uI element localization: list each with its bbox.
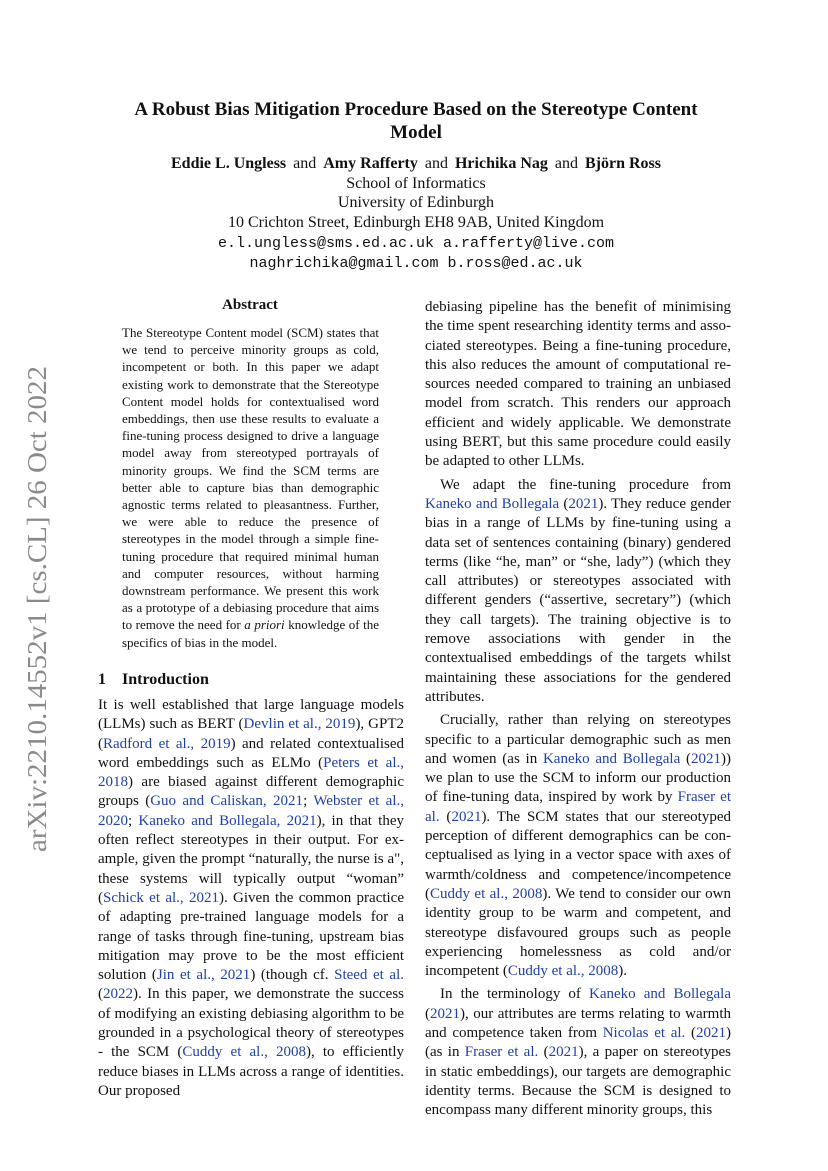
author-emails: e.l.ungless@sms.ed.ac.uk a.rafferty@live.com <box>217 235 615 252</box>
abstract-text: The Stereotype Content model (SCM) states that we tend to perceive minority groups as cold, incompetent or both. In this paper we adapt existing work to demonstrate that the Stereotype Content model holds for contextualised word embeddings, then use these results to evaluate a fine-tuning process designed to drive a language model away from stereotyped portrayals of minority groups. We find the SCM terms are better able to capture bias than demographic agnostic terms related to pleasantness. Further, we were able to reduce the presence of stereotypes in the model through a simple fine-tuning procedure that required minimal human and computer resources, without harming downstream performance. We present this work as a prototype of a debiasing procedure that aims to remove the need for <box>122 325 379 633</box>
text: ). Given the common practice of adapting pre-trained language models for a range of tasks through fine-tuning, upstream bias mitigation may prove to be the most efficient solution ( <box>98 889 404 984</box>
text: ) are biased against different demographic groups ( <box>98 774 404 810</box>
citation-link[interactable]: 2021 <box>548 1044 579 1061</box>
text: ( <box>559 495 569 512</box>
text: ). The SCM states that our stereotyped perception of different demographics can be conceptualised as lying in a vector space with axes of warmth/coldness and competence/incompetence ( <box>425 808 731 902</box>
text: ), a paper on stereotypes in static embeddings), our targets are demographic identity terms. Because the SCM is designed to encompass many different minority groups, this <box>425 1044 731 1119</box>
text: ). They reduce gender bias in a range of LLMs by fine-tuning using a data set of sentences containing (binary) gendered terms (like “he, man” or “she, lady”) (which they call attributes) or stereotypes associated with different genders (“assertive, secretary”) (which they call targets). The training objective is to remove associations with gender in the contextualised embeddings of the targets whilst maintaining these associations for the gendered attributes. <box>425 495 731 705</box>
citation-link[interactable]: 2021 <box>696 1024 726 1041</box>
paragraph <box>425 476 731 708</box>
citation-link[interactable]: Kaneko and Bollegala <box>542 750 681 767</box>
text: ) (as in <box>425 1024 731 1061</box>
author-emails: naghrichika@gmail.com b.ross@ed.ac.uk <box>249 255 583 272</box>
text: ). We tend to consider our own identity group to be warm and competent, and stereotype disfavoured groups such as people experiencing homelessness as cold and/or incompetent ( <box>425 885 731 980</box>
text: ; <box>303 793 314 810</box>
paper-title <box>110 98 722 144</box>
arxiv-sidebar-stamp <box>12 366 58 854</box>
text: ( <box>538 1044 549 1061</box>
section-title: Introduction <box>122 671 209 688</box>
affiliation-university: University of Edinburgh <box>337 194 495 211</box>
citation-link[interactable]: Steed et al. <box>334 967 404 984</box>
left-column-body <box>98 696 404 1101</box>
author-name: Björn Ross <box>584 155 661 172</box>
citation-link[interactable]: Jin et al., 2021 <box>156 967 251 984</box>
text: It is well established that large language models (LLMs) such as BERT ( <box>98 697 404 733</box>
text: ), GPT2 ( <box>98 716 404 752</box>
citation-link[interactable]: Peters et al., 2018 <box>98 754 404 791</box>
abstract-italic: a priori <box>244 617 285 633</box>
text: ( <box>685 1024 696 1041</box>
paragraph <box>98 696 404 1101</box>
paragraph <box>425 985 731 1120</box>
citation-link[interactable]: Kaneko and Bollegala <box>589 986 731 1003</box>
title-line-1: A Robust Bias Mitigation Procedure Based on the Stereotype Content <box>134 99 698 120</box>
abstract-body <box>122 324 379 651</box>
citation-link[interactable]: Cuddy et al., 2008 <box>430 885 543 902</box>
paragraph <box>425 711 731 981</box>
citation-link[interactable]: Cuddy et al., 2008 <box>507 963 619 980</box>
affiliation-school: School of Informatics <box>346 175 486 192</box>
section-heading <box>98 671 209 689</box>
citation-link[interactable]: Kaneko and Bollegala <box>425 495 560 512</box>
citation-link[interactable]: Nicolas et al. <box>602 1024 686 1041</box>
citation-link[interactable]: Guo and Caliskan, 2021 <box>150 793 304 810</box>
author-separator: and <box>424 155 448 172</box>
text: We adapt the fine-tuning procedure from <box>440 476 731 493</box>
citation-link[interactable]: Radford et al., 2019 <box>103 735 231 752</box>
author-name: Eddie L. Ungless <box>171 155 287 172</box>
citation-link[interactable]: Devlin et al., 2019 <box>243 716 356 733</box>
paragraph: debiasing pipeline has the benefit of minimising the time spent researching identity terms and associated stereotypes. Being a fine-tuning procedure, this also reduces the amount of computational resources needed compared to training an unbiased model from scratch. This renders our approach efficient and widely applicable. We demonstrate using BERT, but this same procedure could easily be adapted to other LLMs. <box>425 299 731 470</box>
text: )) we plan to use the SCM to inform our production of fine-tuning data, inspired by work by <box>425 750 731 806</box>
citation-link[interactable]: Cuddy et al., 2008 <box>182 1044 306 1061</box>
citation-link[interactable]: 2021 <box>568 495 599 512</box>
text: ). <box>618 963 628 980</box>
text: ; <box>128 812 139 829</box>
text: ( <box>439 808 452 825</box>
text: ) (though cf. <box>250 967 335 984</box>
affiliation-address: 10 Crichton Street, Edinburgh EH8 9AB, United Kingdom <box>227 214 605 231</box>
author-name: Hrichika Nag <box>454 155 548 172</box>
text: ) and related contextualised word embeddings such as ELMo ( <box>98 735 404 771</box>
text: ( <box>680 750 691 767</box>
arxiv-identifier: arXiv:2210.14552v1 [cs.CL] 26 Oct 2022 <box>22 399 52 852</box>
citation-link[interactable]: Kaneko and Bollegala, 2021 <box>138 812 317 829</box>
citation-link[interactable]: Webster et al., 2020 <box>98 793 405 829</box>
text: Crucially, rather than relying on stereotypes specific to a particular demographic such as men and women (as in <box>425 712 731 767</box>
citation-link[interactable]: 2021 <box>430 1005 460 1022</box>
author-separator: and <box>554 155 578 172</box>
author-list <box>110 154 722 174</box>
text: ). In this paper, we demonstrate the success of modifying an existing debiasing algorithm to be grounded in a psychological theory of stereotypes - the SCM ( <box>98 986 404 1061</box>
section-number: 1 <box>98 671 106 688</box>
right-column-body <box>425 298 731 1120</box>
text: ), in that they often reflect stereotypes in their output. For example, given the prompt “naturally, the nurse is a", these systems will typically output “woman” ( <box>98 812 404 906</box>
citation-link[interactable]: 2021 <box>691 750 721 767</box>
abstract-heading: Abstract <box>222 297 278 313</box>
citation-link[interactable]: Schick et al., 2021 <box>103 889 219 906</box>
text: ( <box>98 986 103 1003</box>
citation-link[interactable]: 2022 <box>103 986 133 1003</box>
title-line-2: Model <box>390 122 442 143</box>
abstract-text: knowledge of the specifics of bias in the model. <box>122 617 379 650</box>
citation-link[interactable]: Fraser et al. <box>425 789 732 825</box>
text: ), to efficiently reduce biases in LLMs across a range of identities. Our proposed <box>98 1044 405 1099</box>
author-separator: and <box>293 155 317 172</box>
text: ( <box>425 1005 430 1022</box>
citation-link[interactable]: 2021 <box>451 808 482 825</box>
author-name: Amy Rafferty <box>323 155 418 172</box>
text: ), our attributes are terms relating to warmth and competence taken from <box>425 1005 731 1041</box>
text: In the terminology of <box>440 986 590 1003</box>
citation-link[interactable]: Fraser et al. <box>464 1044 539 1061</box>
